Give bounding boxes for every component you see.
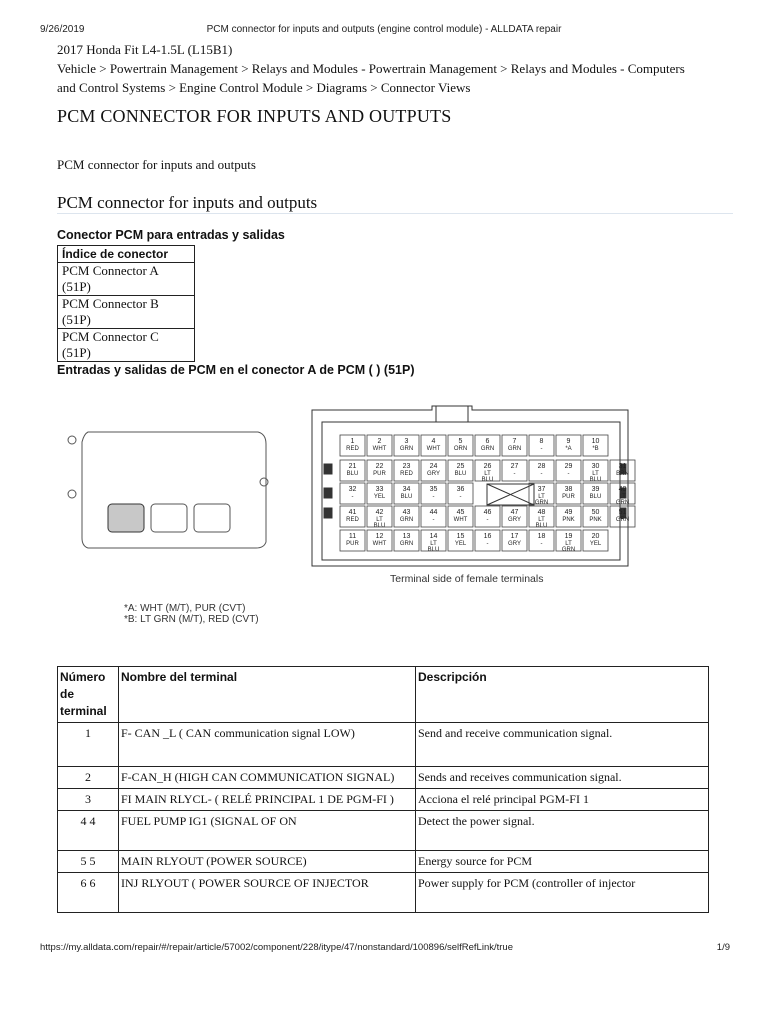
terminal-wire-color: - — [567, 471, 570, 477]
table-row — [58, 767, 709, 789]
terminal-wire-color: PNK — [562, 517, 575, 523]
terminal-cell — [394, 506, 419, 527]
terminal-number-label: 47 — [510, 509, 519, 516]
terminal-cell — [529, 435, 554, 456]
terminal-cell — [529, 506, 554, 529]
terminal-wire-color: BLU — [346, 471, 359, 477]
connector-caption: Terminal side of female terminals — [390, 573, 544, 585]
terminal-cell — [448, 506, 473, 527]
index-column-header: Índice de conector — [58, 246, 195, 263]
terminal-cell — [556, 435, 581, 456]
terminal-number-label: 20 — [591, 533, 600, 540]
terminal-number-label: 16 — [483, 533, 492, 540]
terminal-wire-color: BLU — [373, 523, 386, 529]
terminal-wire-color: GRN — [561, 547, 576, 553]
terminal-number-label: 11 — [348, 533, 357, 540]
terminal-wire-color: LT — [592, 471, 599, 477]
terminal-number-label: 51 — [618, 509, 627, 516]
terminal-number: 1 — [58, 723, 119, 767]
terminal-number-label: 31 — [618, 463, 627, 470]
terminal-number-label: 3 — [404, 438, 409, 445]
terminal-wire-color: YEL — [454, 541, 467, 547]
terminal-cell — [556, 460, 581, 481]
terminal-wire-color: PUR — [373, 471, 386, 477]
terminal-wire-color: - — [432, 517, 435, 523]
breadcrumb[interactable]: Vehicle > Powertrain Management > Relays and Modules - Powertrain Management > Relays and Modules - Computers and Control Systems > Engine Control Module > Diagrams > Connector Views — [57, 61, 685, 95]
terminal-wire-color: BRN — [616, 471, 629, 477]
note-a: *A: WHT (M/T), PUR (CVT) — [124, 603, 246, 614]
terminal-cell — [502, 506, 527, 527]
print-title: PCM connector for inputs and outputs (engine control module) - ALLDATA repair — [206, 24, 562, 35]
terminal-wire-color: LT — [484, 471, 491, 477]
terminal-description: Sends and receives communication signal. — [416, 767, 709, 789]
terminal-description: Send and receive communication signal. — [416, 723, 709, 767]
terminal-number-label: 49 — [564, 509, 573, 516]
terminal-cell — [583, 530, 608, 551]
terminal-wire-color: - — [540, 541, 543, 547]
terminal-description: Acciona el relé principal PGM-FI 1 — [416, 789, 709, 811]
terminal-cell — [421, 506, 446, 527]
terminal-wire-color: - — [459, 494, 462, 500]
terminal-number: 5 5 — [58, 851, 119, 873]
terminal-description: Detect the power signal. — [416, 811, 709, 851]
terminal-cell — [367, 435, 392, 456]
terminal-number-label: 19 — [564, 533, 573, 540]
terminal-cell — [610, 483, 635, 506]
terminal-number-label: 7 — [512, 438, 517, 445]
terminal-number: 6 6 — [58, 873, 119, 913]
terminal-wire-color: LT — [619, 494, 626, 500]
page-title: PCM CONNECTOR FOR INPUTS AND OUTPUTS — [57, 106, 452, 126]
print-date: 9/26/2019 — [40, 24, 85, 35]
terminal-cell — [610, 506, 635, 527]
terminal-cell — [421, 530, 446, 553]
terminal-number-label: 24 — [429, 463, 438, 470]
terminal-number-label: 25 — [456, 463, 465, 470]
terminal-number-label: 10 — [591, 438, 600, 445]
terminal-wire-color: RED — [346, 517, 359, 523]
index-link-c[interactable]: PCM Connector C (51P) — [58, 329, 195, 362]
page-subtitle: PCM connector for inputs and outputs — [57, 157, 256, 172]
terminal-wire-color: YEL — [589, 541, 602, 547]
terminal-cell — [556, 483, 581, 504]
terminal-name: F-CAN_H (HIGH CAN COMMUNICATION SIGNAL) — [119, 767, 416, 789]
connector-a-diagram — [60, 404, 660, 634]
terminal-number-label: 14 — [429, 533, 438, 540]
terminal-number: 3 — [58, 789, 119, 811]
terminal-number-label: 41 — [348, 509, 357, 516]
terminal-number-label: 9 — [566, 438, 571, 445]
terminal-wire-color: - — [540, 471, 543, 477]
terminal-cell — [340, 506, 365, 527]
terminal-number-label: 45 — [456, 509, 465, 516]
terminal-wire-color: BLU — [427, 547, 440, 553]
terminal-number-label: 23 — [402, 463, 411, 470]
terminal-number-label: 1 — [350, 438, 355, 445]
index-heading: Conector PCM para entradas y salidas — [57, 228, 285, 242]
terminal-cell — [502, 435, 527, 456]
connector-face — [312, 406, 628, 566]
terminal-cell — [394, 460, 419, 481]
terminal-wire-color: PNK — [589, 517, 602, 523]
table-row — [58, 873, 709, 913]
terminal-description: Energy source for PCM — [416, 851, 709, 873]
terminal-wire-color: PUR — [346, 541, 359, 547]
terminal-cell — [367, 506, 392, 529]
terminal-cell — [583, 483, 608, 504]
terminal-number-label: 29 — [564, 463, 573, 470]
terminal-cell — [448, 435, 473, 456]
terminal-wire-color: GRN — [615, 500, 630, 506]
terminal-wire-color: GRY — [427, 471, 440, 477]
vehicle-name: 2017 Honda Fit L4-1.5L (L15B1) — [57, 42, 233, 57]
terminal-wire-color: LT — [430, 541, 437, 547]
terminal-number-label: 21 — [348, 463, 357, 470]
terminal-cell — [340, 460, 365, 481]
terminal-wire-color: WHT — [372, 446, 387, 452]
table-row — [58, 723, 709, 767]
terminal-number-label: 43 — [402, 509, 411, 516]
terminal-wire-color: WHT — [453, 517, 468, 523]
terminal-cell — [610, 460, 635, 481]
terminal-number-label: 37 — [537, 486, 546, 493]
terminal-cell — [394, 483, 419, 504]
terminal-number-label: 35 — [429, 486, 438, 493]
terminal-cell — [475, 460, 500, 483]
terminal-wire-color: BLU — [481, 477, 494, 483]
terminal-cell — [421, 483, 446, 504]
col-header-description: Descripción — [416, 667, 709, 723]
terminal-wire-color: GRN — [615, 517, 630, 523]
terminal-wire-color: BLU — [400, 494, 413, 500]
terminal-wire-color: BLU — [535, 523, 548, 529]
table-row — [58, 811, 709, 851]
terminal-cell — [367, 460, 392, 481]
terminal-name: F- CAN _L ( CAN communication signal LOW) — [119, 723, 416, 767]
terminal-wire-color: LT — [376, 517, 383, 523]
terminal-cell — [421, 435, 446, 456]
terminal-cell — [448, 483, 473, 504]
terminal-wire-color: - — [432, 494, 435, 500]
terminal-number-label: 32 — [348, 486, 357, 493]
terminal-cell — [529, 483, 554, 506]
col-header-number: Número de terminal — [58, 667, 119, 723]
terminal-cell — [448, 460, 473, 481]
index-link-a[interactable]: PCM Connector A (51P) — [58, 263, 195, 296]
connector-index-table — [57, 245, 195, 362]
terminal-table-header — [58, 667, 709, 723]
index-link-b[interactable]: PCM Connector B (51P) — [58, 296, 195, 329]
terminal-description: Power supply for PCM (controller of injector — [416, 873, 709, 913]
terminal-number: 4 4 — [58, 811, 119, 851]
terminal-name: MAIN RLYOUT (POWER SOURCE) — [119, 851, 416, 873]
terminal-cell — [556, 506, 581, 527]
terminal-cell — [394, 530, 419, 551]
terminal-number-label: 13 — [402, 533, 411, 540]
terminal-number-label: 44 — [429, 509, 438, 516]
terminal-wire-color: *B — [592, 446, 599, 452]
terminal-number-label: 40 — [618, 486, 627, 493]
terminal-number-label: 50 — [591, 509, 600, 516]
section-divider — [57, 213, 733, 214]
wire-color-notes — [124, 603, 259, 625]
terminal-wire-color: *A — [565, 446, 572, 452]
terminal-number-label: 27 — [510, 463, 519, 470]
terminal-wire-color: GRN — [399, 517, 414, 523]
terminal-cell — [475, 530, 500, 551]
terminal-cell — [502, 460, 527, 481]
terminal-number: 2 — [58, 767, 119, 789]
terminal-wire-color: PUR — [562, 494, 575, 500]
footer-page-number: 1/9 — [716, 942, 730, 953]
terminal-cell — [475, 435, 500, 456]
terminal-cell — [529, 460, 554, 481]
terminal-cell — [583, 460, 608, 483]
terminal-cell — [583, 506, 608, 527]
terminal-wire-color: - — [486, 541, 489, 547]
terminal-number-label: 12 — [375, 533, 384, 540]
terminal-cell — [367, 483, 392, 504]
terminal-cell — [556, 530, 581, 553]
terminal-number-label: 30 — [591, 463, 600, 470]
terminal-wire-color: GRN — [480, 446, 495, 452]
pcm-unit-illustration — [68, 432, 268, 548]
terminal-cell — [502, 530, 527, 551]
connector-a-heading: Entradas y salidas de PCM en el conector A de PCM ( ) (51P) — [57, 363, 415, 377]
terminal-number-label: 17 — [510, 533, 519, 540]
terminal-cell — [583, 435, 608, 456]
terminal-wire-color: BLU — [589, 477, 602, 483]
terminal-number-label: 46 — [483, 509, 492, 516]
col-header-name: Nombre del terminal — [119, 667, 416, 723]
terminal-wire-color: - — [351, 494, 354, 500]
terminal-wire-color: GRY — [508, 517, 521, 523]
terminal-cell — [529, 530, 554, 551]
terminal-wire-color: WHT — [372, 541, 387, 547]
terminal-wire-color: - — [513, 471, 516, 477]
terminal-number-label: 36 — [456, 486, 465, 493]
terminal-name: FI MAIN RLYCL- ( RELÉ PRINCIPAL 1 DE PGM-FI ) — [119, 789, 416, 811]
terminal-name: INJ RLYOUT ( POWER SOURCE OF INJECTOR — [119, 873, 416, 913]
terminal-wire-color: LT — [565, 541, 572, 547]
terminal-wire-color: GRY — [508, 541, 521, 547]
terminal-number-label: 34 — [402, 486, 411, 493]
terminal-wire-color: ORN — [453, 446, 468, 452]
terminal-number-label: 6 — [485, 438, 490, 445]
terminal-wire-color: YEL — [373, 494, 386, 500]
terminal-name: FUEL PUMP IG1 (SIGNAL OF ON — [119, 811, 416, 851]
terminal-number-label: 33 — [375, 486, 384, 493]
terminal-cell — [421, 460, 446, 481]
table-row — [58, 789, 709, 811]
table-row — [58, 851, 709, 873]
terminal-cell — [475, 506, 500, 527]
terminal-number-label: 4 — [431, 438, 436, 445]
terminal-number-label: 22 — [375, 463, 384, 470]
terminal-number-label: 38 — [564, 486, 573, 493]
terminal-wire-color: GRN — [534, 500, 549, 506]
footer-url: https://my.alldata.com/repair/#/repair/article/57002/component/228/itype/47/nonstandard/100896/selfRefLink/true — [40, 942, 513, 953]
terminal-number-label: 48 — [537, 509, 546, 516]
section-title: PCM connector for inputs and outputs — [57, 193, 318, 212]
terminal-wire-color: RED — [400, 471, 413, 477]
terminal-number-label: 8 — [539, 438, 544, 445]
terminal-number-label: 28 — [537, 463, 546, 470]
terminal-wire-color: GRN — [507, 446, 522, 452]
terminal-cell — [367, 530, 392, 551]
terminal-wire-color: LT — [538, 517, 545, 523]
terminal-wire-color: BLU — [454, 471, 467, 477]
terminal-cell — [448, 530, 473, 551]
terminal-wire-color: WHT — [426, 446, 441, 452]
terminal-number-label: 39 — [591, 486, 600, 493]
terminal-cell — [394, 435, 419, 456]
terminal-number-label: 26 — [483, 463, 492, 470]
terminal-number-label: 42 — [375, 509, 384, 516]
terminal-cell — [340, 530, 365, 551]
terminal-wire-color: LT — [538, 494, 545, 500]
terminal-wire-color: RED — [346, 446, 359, 452]
note-b: *B: LT GRN (M/T), RED (CVT) — [124, 614, 259, 625]
terminal-wire-color: - — [486, 517, 489, 523]
terminal-cell — [340, 483, 365, 504]
terminal-wire-color: GRN — [399, 446, 414, 452]
terminal-number-label: 5 — [458, 438, 463, 445]
terminal-number-label: 18 — [537, 533, 546, 540]
terminal-wire-color: GRN — [399, 541, 414, 547]
terminal-table — [57, 666, 709, 913]
terminal-cell — [340, 435, 365, 456]
terminal-number-label: 2 — [377, 438, 382, 445]
terminal-wire-color: - — [540, 446, 543, 452]
terminal-wire-color: BLU — [589, 494, 602, 500]
terminal-number-label: 15 — [456, 533, 465, 540]
